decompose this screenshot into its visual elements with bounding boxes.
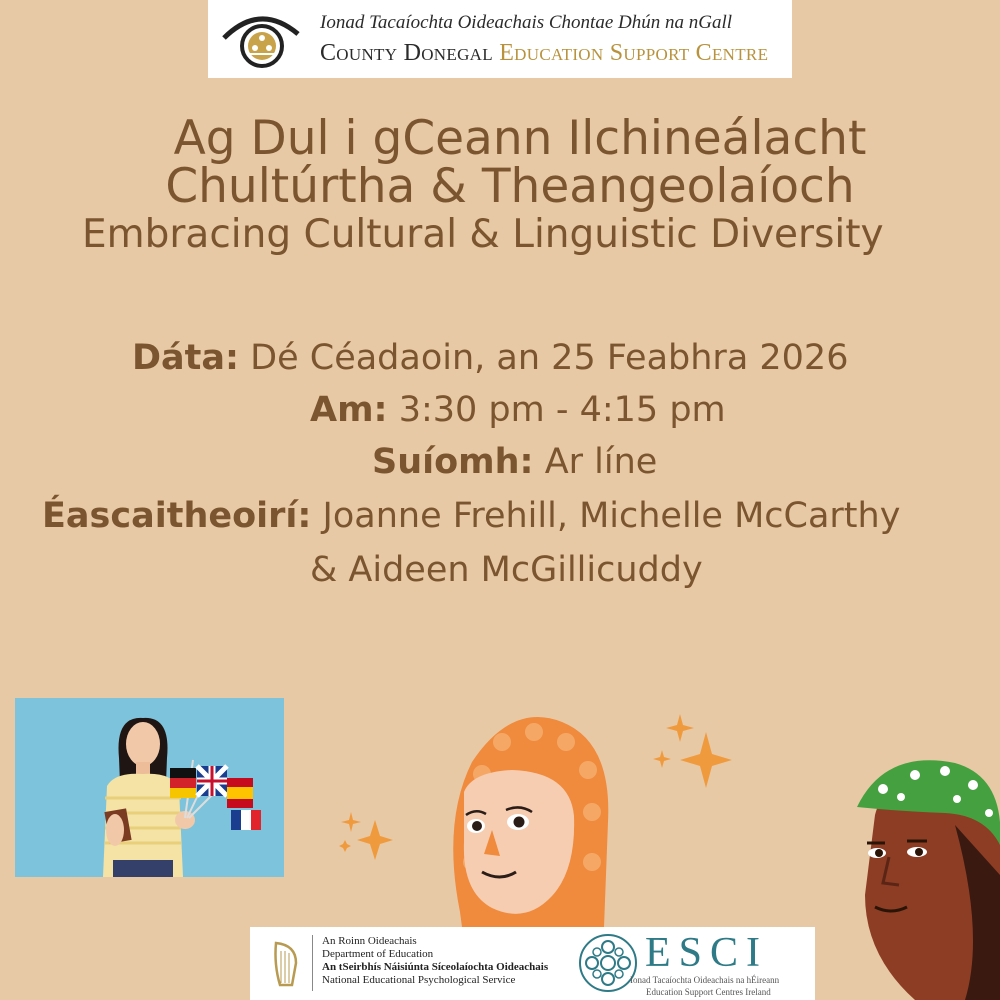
header-logo-banner [208, 0, 792, 78]
facilitators-label: Éascaitheoirí: [42, 496, 312, 536]
facilitators-value: Joanne Frehill, Michelle McCarthy [311, 496, 901, 536]
date-label: Dáta: [132, 338, 240, 378]
person-green-headscarf-illustration [845, 755, 1000, 1000]
time-line [310, 390, 726, 430]
location-value: Ar líne [533, 442, 658, 482]
woman-with-flags-photo [15, 698, 284, 877]
footer-logos [250, 927, 815, 1000]
date-line [132, 338, 848, 378]
esci-english: Education Support Centres Ireland [646, 987, 771, 997]
neps-irish: An tSeirbhís Náisiúnta Síceolaíochta Oideachais [322, 961, 549, 973]
title-english: Embracing Cultural & Linguistic Diversity [82, 212, 884, 257]
title-irish-line2: Chultúrtha & Theangeolaíoch [165, 159, 855, 214]
location-label: Suíomh: [372, 442, 534, 482]
centre-name-esc: Education Support Centre [499, 40, 769, 66]
harp-icon [270, 939, 300, 989]
person-orange-hood-illustration [442, 712, 620, 927]
time-value: 3:30 pm - 4:15 pm [387, 390, 726, 430]
footer-divider [312, 935, 313, 991]
education-centre-emblem-icon [220, 8, 302, 72]
esci-logo-text: ESCI [645, 930, 769, 976]
facilitators-line [42, 496, 900, 536]
dept-irish: An Roinn Oideachais [322, 935, 417, 947]
location-line [372, 442, 657, 482]
centre-name-irish: Ionad Tacaíochta Oideachais Chontae Dhún na nGall [320, 12, 732, 33]
neps-english: National Educational Psychological Service [322, 974, 516, 986]
sparkle-icon [648, 712, 738, 802]
centre-name-county: County Donegal [320, 40, 500, 66]
department-text [322, 935, 548, 987]
time-label: Am: [310, 390, 388, 430]
woman-with-flags-illustration [15, 698, 284, 877]
date-value: Dé Céadaoin, an 25 Feabhra 2026 [239, 338, 849, 378]
facilitators-line-2: & Aideen McGillicuddy [310, 550, 703, 590]
esci-irish: Ionad Tacaíochta Oideachais na hÉireann [630, 975, 780, 985]
centre-name-english [320, 40, 768, 67]
sparkle-icon [335, 808, 395, 868]
dept-english: Department of Education [322, 948, 434, 960]
title-irish-line1: Ag Dul i gCeann Ilchineálacht [173, 111, 867, 166]
esci-emblem-icon [578, 933, 638, 993]
